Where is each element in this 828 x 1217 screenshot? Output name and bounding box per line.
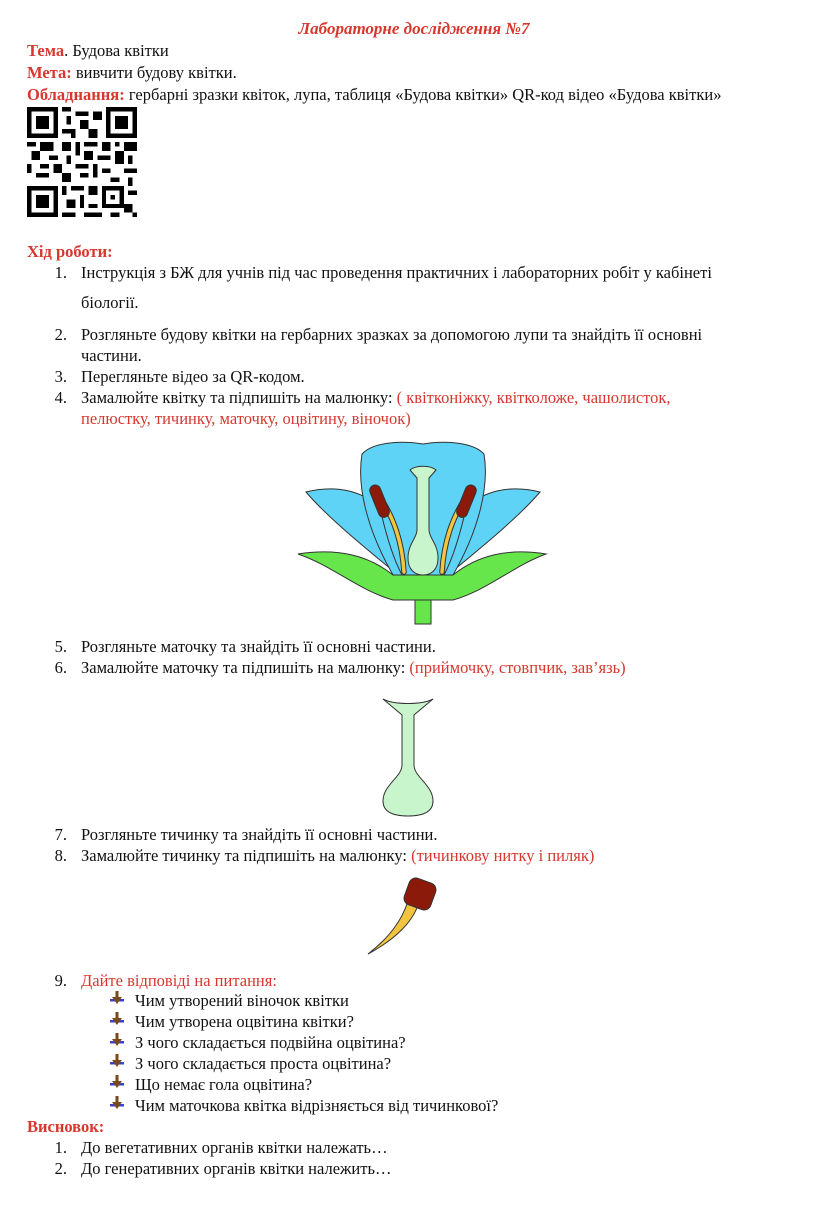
step-text bbox=[81, 658, 626, 678]
step-text bbox=[81, 846, 594, 866]
step-number: 8. bbox=[54, 846, 67, 865]
topic-line bbox=[27, 41, 169, 61]
step-text: Розгляньте маточку та знайдіть її основні частини. bbox=[81, 637, 436, 656]
question-item bbox=[0, 1033, 828, 1054]
goal-line bbox=[27, 63, 237, 83]
step-1-continuation: біології. bbox=[81, 293, 139, 312]
question-item bbox=[0, 1054, 828, 1075]
goal-value: вивчити будову квітки. bbox=[71, 63, 237, 82]
topic-label: Тема bbox=[27, 41, 65, 60]
question-text: З чого складається проста оцвітина? bbox=[135, 1054, 392, 1073]
procedure-heading: Хід роботи: bbox=[27, 242, 113, 261]
step-number: 7. bbox=[54, 825, 67, 844]
stamen-diagram bbox=[362, 875, 442, 957]
question-item bbox=[0, 1096, 828, 1117]
step-labels: (тичинкову нитку і пиляк) bbox=[411, 846, 595, 865]
conclusion-number: 1. bbox=[54, 1138, 67, 1157]
step-text-main: Замалюйте тичинку та підпишіть на малюнку: bbox=[81, 846, 412, 865]
question-text: Чим маточкова квітка відрізняється від тичинкової? bbox=[135, 1096, 499, 1115]
step-number: 1. bbox=[54, 263, 67, 282]
step-number: 2. bbox=[54, 325, 67, 344]
step-2-continuation: частини. bbox=[81, 346, 142, 365]
question-text: Чим утворена оцвітина квітки? bbox=[135, 1012, 354, 1031]
pistil-diagram bbox=[380, 697, 436, 817]
step-4-continuation: пелюстку, тичинку, маточку, оцвітину, віночок) bbox=[81, 409, 411, 428]
step-number: 4. bbox=[54, 388, 67, 407]
step-text-main: Замалюйте квітку та підпишіть на малюнку: bbox=[81, 388, 397, 407]
step-labels: ( квітконіжку, квітколоже, чашолисток, bbox=[396, 388, 671, 407]
stamen-filament bbox=[368, 901, 418, 954]
equipment-line bbox=[27, 85, 721, 105]
pistil-shape bbox=[383, 699, 433, 816]
step-number: 5. bbox=[54, 637, 67, 656]
qr-code-icon[interactable] bbox=[27, 107, 137, 217]
question-item bbox=[0, 1075, 828, 1096]
step-text: Перегляньте відео за QR-кодом. bbox=[81, 367, 305, 386]
step-text: Дайте відповіді на питання: bbox=[81, 971, 277, 990]
conclusion-text: До вегетативних органів квітки належать… bbox=[81, 1138, 388, 1157]
question-text: Що немає гола оцвітина? bbox=[135, 1075, 313, 1094]
arrow-bullet-icon bbox=[109, 1012, 125, 1028]
arrow-bullet-icon bbox=[109, 991, 125, 1007]
equipment-value: гербарні зразки квіток, лупа, таблиця «Будова квітки» QR-код відео «Будова квітки» bbox=[124, 85, 722, 104]
topic-value: . Будова квітки bbox=[64, 41, 169, 60]
page-title: Лабораторне дослідження №7 bbox=[298, 19, 530, 38]
arrow-bullet-icon bbox=[109, 1054, 125, 1070]
step-labels: (приймочку, стовпчик, зав’язь) bbox=[409, 658, 626, 677]
equipment-label: Обладнання: bbox=[27, 85, 125, 104]
question-text: З чого складається подвійна оцвітина? bbox=[135, 1033, 406, 1052]
arrow-bullet-icon bbox=[109, 1096, 125, 1112]
step-text: Розгляньте будову квітки на гербарних зразках за допомогою лупи та знайдіть її основні bbox=[81, 325, 703, 344]
question-text: Чим утворений віночок квітки bbox=[135, 991, 349, 1010]
step-number: 6. bbox=[54, 658, 67, 677]
flower-diagram bbox=[298, 440, 548, 624]
conclusion-number: 2. bbox=[54, 1159, 67, 1178]
conclusion-heading: Висновок: bbox=[27, 1117, 105, 1136]
goal-label: Мета: bbox=[27, 63, 72, 82]
step-number: 3. bbox=[54, 367, 67, 386]
step-text: Інструкція з БЖ для учнів під час проведення практичних і лабораторних робіт у кабінеті bbox=[81, 263, 712, 282]
arrow-bullet-icon bbox=[109, 1033, 125, 1049]
conclusion-text: До генеративних органів квітки належить… bbox=[81, 1159, 392, 1178]
question-item bbox=[0, 1012, 828, 1033]
step-number: 9. bbox=[54, 971, 67, 990]
question-item bbox=[0, 991, 828, 1012]
step-text: Розгляньте тичинку та знайдіть її основні частини. bbox=[81, 825, 438, 844]
arrow-bullet-icon bbox=[109, 1075, 125, 1091]
step-text-main: Замалюйте маточку та підпишіть на малюнку: bbox=[81, 658, 410, 677]
step-text bbox=[81, 388, 671, 408]
